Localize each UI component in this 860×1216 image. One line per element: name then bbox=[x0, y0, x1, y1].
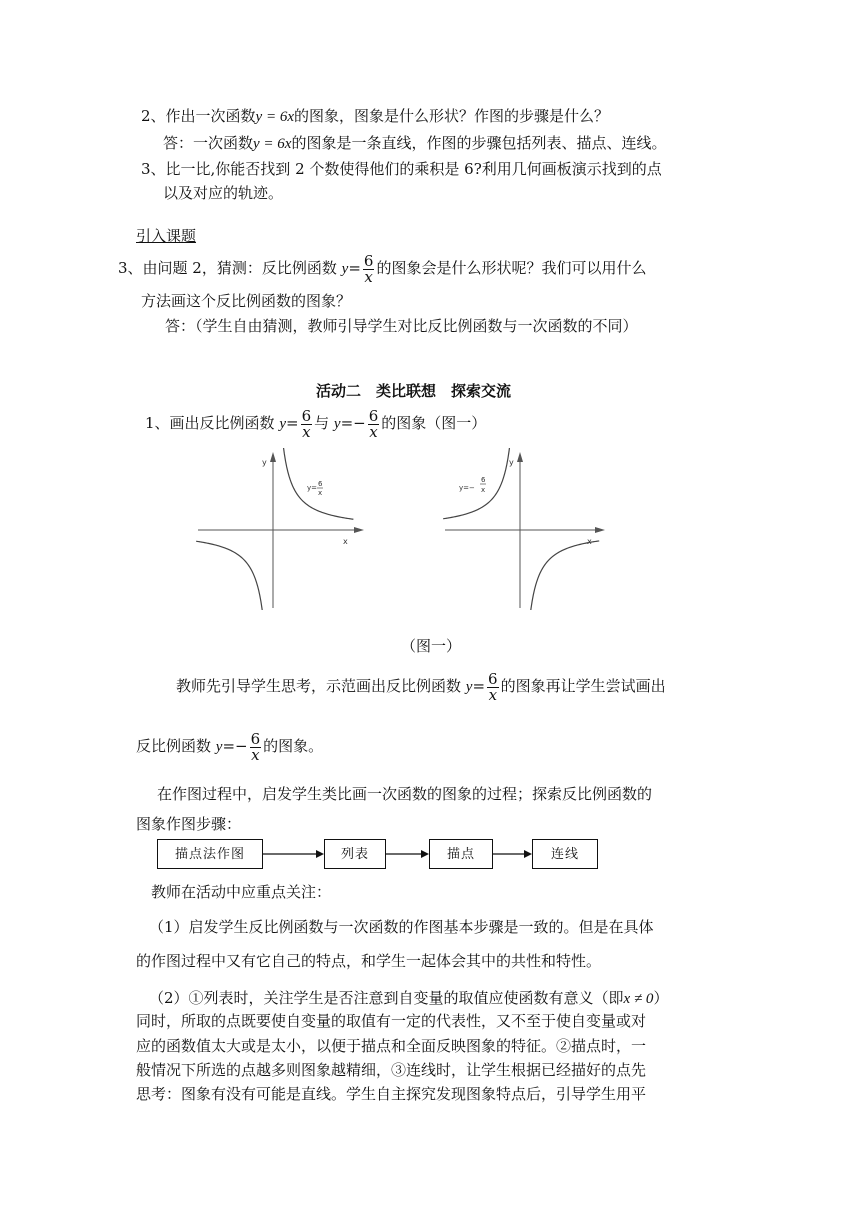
focus-point-2-line5: 思考：图象有没有可能是直线。学生自主探究发现图象特点后，引导学生用平 bbox=[136, 1085, 647, 1103]
flow-arrows bbox=[263, 846, 533, 862]
focus-point-2-line2: 同时，所取的点既要使自变量的取值有一定的代表性，又不至于使自变量或对 bbox=[136, 1012, 647, 1030]
flow-step-table: 列表 bbox=[324, 839, 386, 869]
x-axis-arrow bbox=[354, 527, 364, 533]
y-axis-label: y bbox=[509, 458, 514, 467]
fraction-6-over-x: $\frac{6}{x}$ bbox=[488, 669, 498, 704]
flow-arrowhead-1 bbox=[316, 850, 324, 858]
fraction-6-over-x: $\frac{6}{x}$ bbox=[250, 729, 261, 764]
linear-equation: y = 6x bbox=[253, 136, 292, 152]
focus-point-2-line1: （2）①列表时，关注学生是否注意到自变量的取值应使函数有意义（即x ≠ 0） bbox=[149, 989, 669, 1007]
curve-label-numerator: 6 bbox=[481, 476, 486, 484]
intro-paragraph-3-line2: 方法画这个反比例函数的图象？ bbox=[141, 292, 352, 310]
body-paragraph-1-line2: 反比例函数 y=− $\frac{6}{x}$ 的图象。 bbox=[136, 729, 324, 764]
fraction-6-over-x: $\frac{6}{x}$ bbox=[368, 406, 379, 441]
body-paragraph-2-line1: 在作图过程中，启发学生类比画一次函数的图象的过程；探索反比例函数的 bbox=[157, 785, 653, 803]
focus-point-2-line3: 应的函数值太大或是太小，以便于描点和全面反映图象的特征。②描点时，一 bbox=[136, 1037, 647, 1055]
activity2-title: 活动二 类比联想 探索交流 bbox=[316, 382, 512, 400]
fraction-6-over-x: $\frac{6}{x}$ bbox=[363, 251, 374, 286]
focus-point-1-line2: 的作图过程中又有它自己的特点，和学生一起体会其中的共性和特性。 bbox=[136, 952, 602, 970]
focus-point-1-line1: （1）启发学生反比例函数与一次函数的作图基本步骤是一致的。但是在具体 bbox=[149, 918, 654, 936]
curve-label-numerator: 6 bbox=[318, 480, 323, 488]
flow-arrowhead-3 bbox=[524, 850, 532, 858]
curve-label-y: y= bbox=[307, 484, 318, 492]
flow-step-method: 描点法作图 bbox=[157, 839, 263, 869]
answer-2: 答：一次函数y = 6x的图象是一条直线，作图的步骤包括列表、描点、连线。 bbox=[163, 134, 667, 152]
focus-point-2-line4: 般情况下所选的点越多则图象越精细，③连线时，让学生根据已经描好的点先 bbox=[136, 1061, 647, 1079]
fraction-6-over-x: $\frac{6}{x}$ bbox=[301, 406, 312, 441]
body-paragraph-1: 教师先引导学生思考，示范画出反比例函数 y= $\frac{6}{x}$ 的图象再让学生尝试画出 bbox=[176, 669, 666, 704]
domain-condition: x ≠ 0 bbox=[623, 991, 654, 1007]
question-3-line1: 3、比一比,你能否找到 2 个数使得他们的乘积是 6?利用几何画板演示找到的点 bbox=[141, 160, 662, 178]
question-3-line2: 以及对应的轨迹。 bbox=[163, 184, 284, 202]
y-axis-arrow bbox=[270, 452, 276, 462]
flow-step-connect: 连线 bbox=[532, 839, 598, 869]
hyperbola-branch-q4 bbox=[530, 541, 599, 610]
figure-caption: （图一） bbox=[401, 637, 462, 655]
graph-positive-reciprocal bbox=[190, 448, 370, 610]
flow-step-plot: 描点 bbox=[429, 839, 493, 869]
flow-arrowhead-2 bbox=[421, 850, 429, 858]
curve-label-denominator: x bbox=[481, 486, 486, 494]
body-paragraph-2-line2: 图象作图步骤： bbox=[136, 815, 242, 833]
y-axis-arrow bbox=[517, 452, 523, 462]
activity2-item1: 1、画出反比例函数 y= $\frac{6}{x}$ 与 y=− $\frac{6}{x}$ 的图象（图一） bbox=[145, 406, 487, 441]
hyperbola-branch-q3 bbox=[196, 541, 263, 610]
intro-paragraph-3: 3、由问题 2，猜测：反比例函数 y= $\frac{6}{x}$ 的图象会是什么形状呢？我们可以用什么 bbox=[118, 251, 647, 286]
x-axis-arrow bbox=[595, 527, 605, 533]
intro-answer: 答：（学生自由猜测，教师引导学生对比反比例函数与一次函数的不同） bbox=[165, 317, 638, 335]
curve-label-denominator: x bbox=[318, 489, 323, 497]
x-axis-label: x bbox=[343, 537, 348, 546]
intro-heading: 引入课题 bbox=[136, 227, 197, 245]
question-2: 2、作出一次函数y = 6x的图象，图象是什么形状？作图的步骤是什么？ bbox=[141, 107, 609, 125]
hyperbola-branch-q2 bbox=[443, 448, 510, 519]
graph-negative-reciprocal bbox=[437, 448, 617, 610]
curve-label-y: y=− bbox=[459, 484, 475, 492]
y-axis-label: y bbox=[262, 458, 267, 467]
focus-intro: 教师在活动中应重点关注： bbox=[151, 883, 332, 901]
linear-equation: y = 6x bbox=[255, 109, 294, 125]
x-axis-label: x bbox=[587, 537, 592, 546]
